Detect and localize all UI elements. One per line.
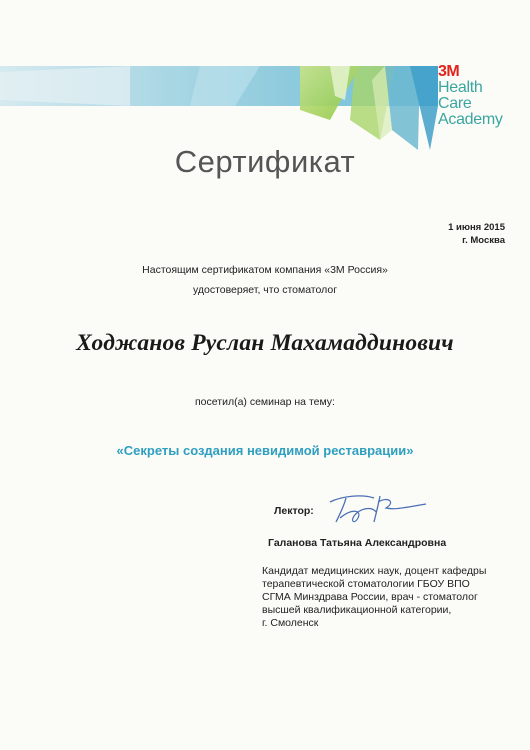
3m-health-care-academy-logo [438,64,530,128]
intro-text [0,260,530,300]
credentials-line: высшей квалификационной категории, [262,604,452,616]
logo-line-academy: Academy [438,111,503,128]
issue-city: г. Москва [462,235,505,246]
seminar-topic: «Секреты создания невидимой реставрации» [116,443,414,458]
logo-line-care: Care [438,95,472,112]
issue-date: 1 июня 2015 [448,222,505,233]
lector-credentials [262,565,522,630]
intro-line-2: удостоверяет, что стоматолог [192,284,338,296]
credentials-line: терапевтической стоматологии ГБОУ ВПО [262,578,470,590]
date-block [380,221,505,247]
attended-text: посетил(а) семинар на тему: [195,396,335,408]
intro-line-1: Настоящим сертификатом компания «3М Россия» [142,264,388,276]
lector-signature [322,488,432,530]
lector-name: Галанова Татьяна Александровна [268,537,447,549]
recipient-name: Ходжанов Руслан Махамаддинович [76,330,454,356]
logo-line-health: Health [438,79,483,96]
credentials-line: Кандидат медицинских наук, доцент кафедры [262,565,487,577]
credentials-line: г. Смоленск [262,617,319,629]
credentials-line: СГМА Минздрава России, врач - стоматолог [262,591,478,603]
certificate-title: Сертификат [174,144,356,179]
lector-label: Лектор: [274,505,314,517]
3m-logo-mark: 3M [438,63,460,80]
